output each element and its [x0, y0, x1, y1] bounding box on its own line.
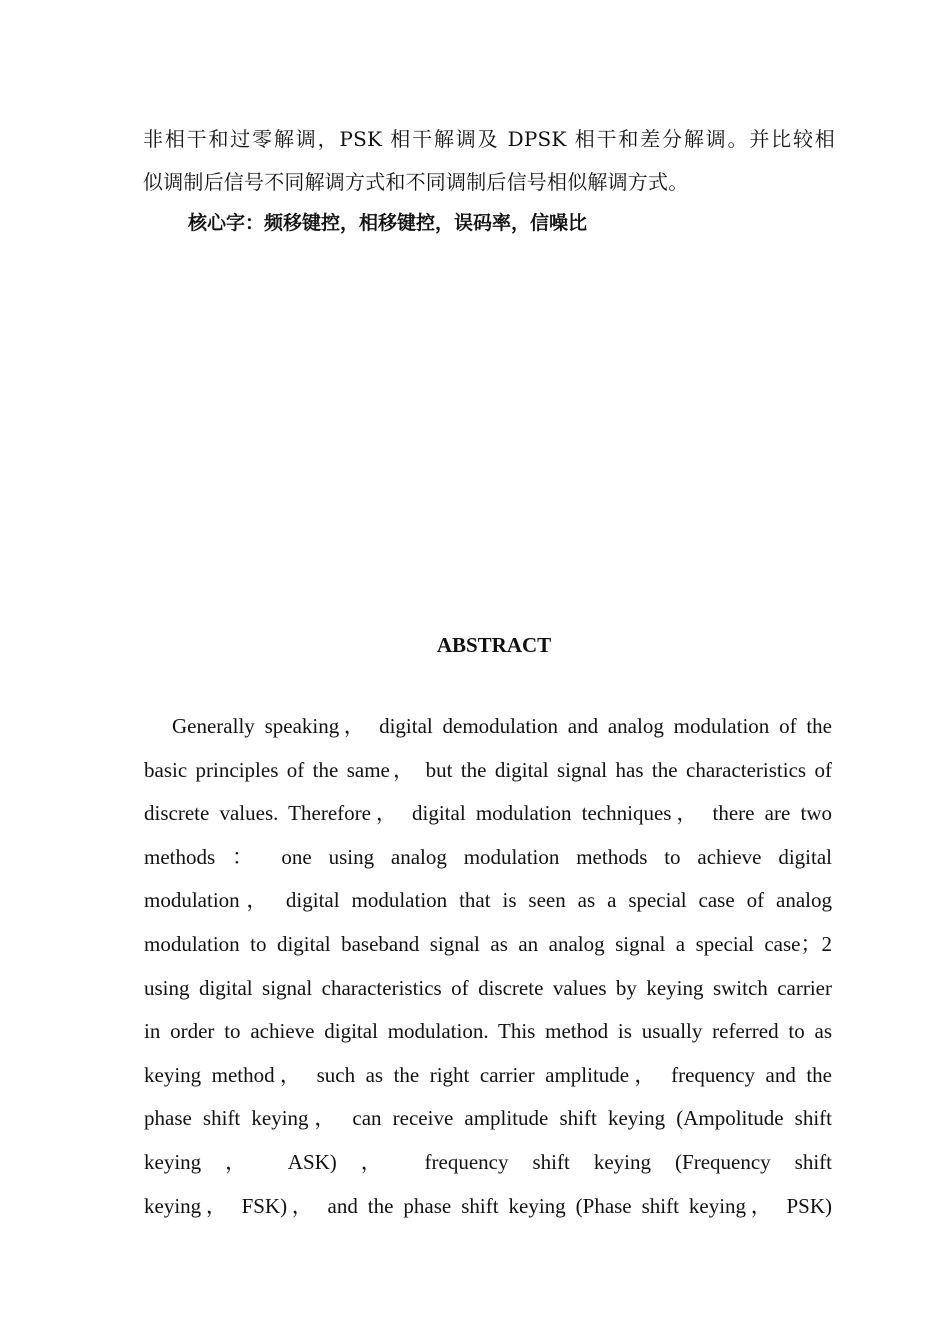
english-abstract-line: keying method， such as the right carrier amplitude， frequency and the [144, 1062, 832, 1087]
english-abstract-line: methods ： one using analog modulation methods to achieve digital [144, 844, 832, 869]
english-abstract-line: keying ， ASK) ， frequency shift keying (Frequency shift [144, 1149, 832, 1174]
abstract-heading: ABSTRACT [436, 633, 552, 657]
english-abstract-line: modulation to digital baseband signal as an analog signal a special case；2 [144, 931, 832, 956]
chinese-abstract-line: 非相干和过零解调，PSK 相干解调及 DPSK 相干和差分解调。并比较相 [143, 127, 835, 151]
english-abstract-line: in order to achieve digital modulation. This method is usually referred to as [144, 1019, 832, 1044]
english-abstract-line: using digital signal characteristics of discrete values by keying switch carrier [144, 975, 832, 1000]
english-abstract-line: basic principles of the same， but the digital signal has the characteristics of [144, 757, 832, 782]
english-abstract-line: discrete values. Therefore， digital modulation techniques， there are two [144, 801, 832, 826]
english-abstract-paragraph [144, 705, 832, 1228]
english-abstract-line: Generally speaking， digital demodulation and analog modulation of the [172, 714, 832, 738]
chinese-abstract-paragraph [143, 118, 835, 204]
chinese-abstract-line: 似调制后信号不同解调方式和不同调制后信号相似解调方式。 [143, 170, 689, 194]
english-abstract-line: modulation， digital modulation that is seen as a special case of analog [144, 888, 832, 913]
english-abstract-line: phase shift keying， can receive amplitude shift keying (Ampolitude shift [144, 1106, 832, 1131]
chinese-keywords: 核心字：频移键控，相移键控，误码率，信噪比 [188, 212, 588, 234]
english-abstract-line: keying， FSK)， and the phase shift keying (Phase shift keying， PSK) [144, 1193, 832, 1218]
